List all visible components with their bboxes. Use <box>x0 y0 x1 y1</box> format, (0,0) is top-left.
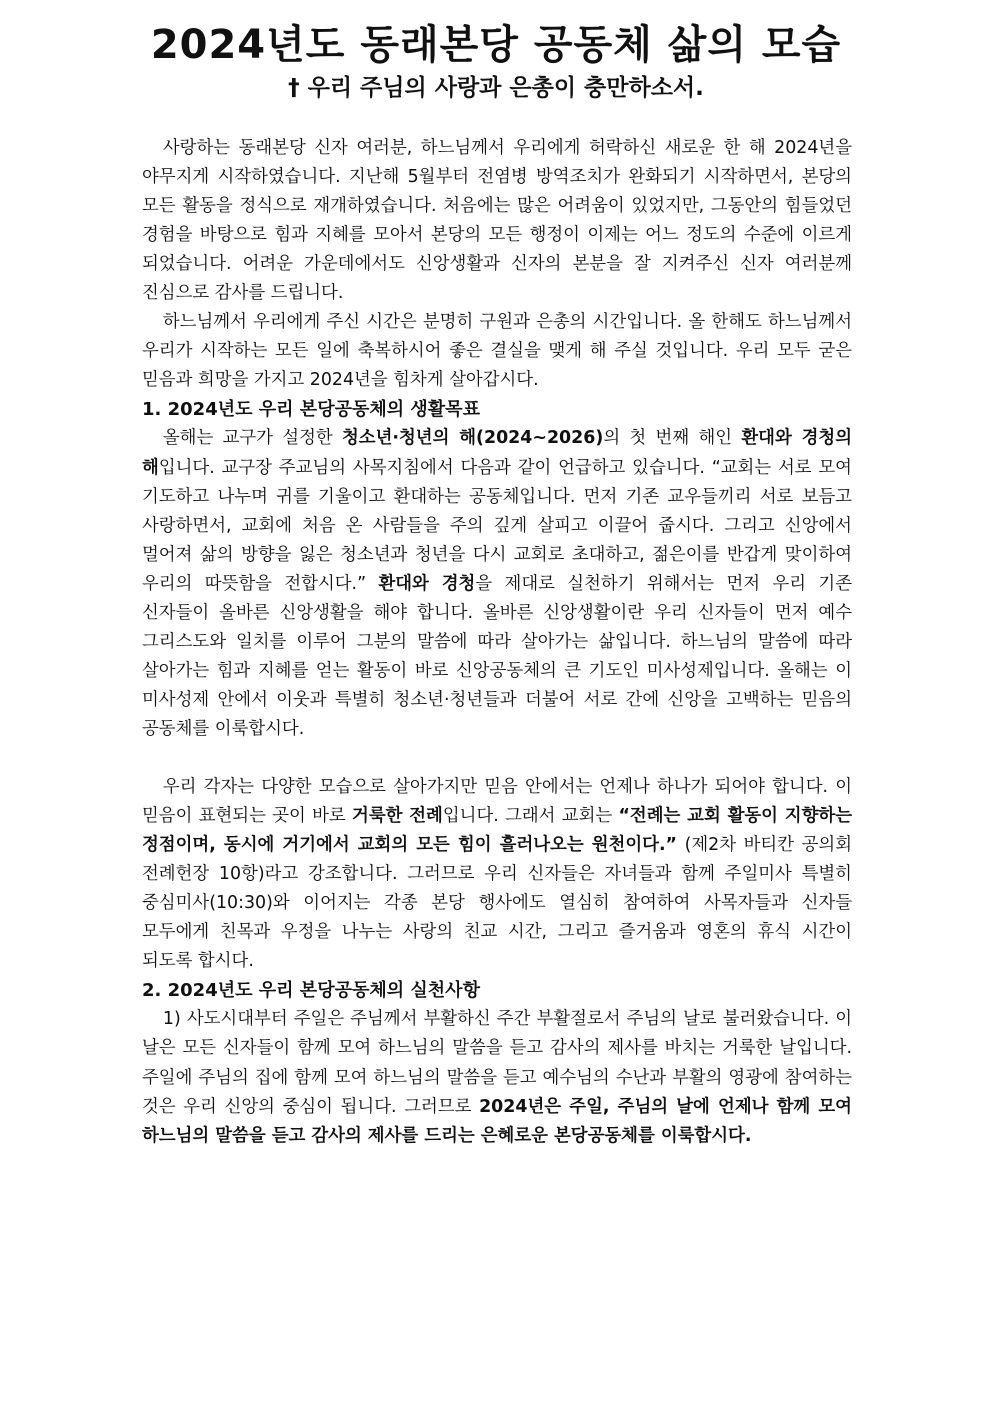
bold-phrase: 환대와 경청의 해 <box>142 428 852 478</box>
bold-phrase: “전례는 교회 활동이 지향하는 정점이며, 동시에 거기에서 교회의 모든 힘이 흘러나오는 원천이다.” <box>142 806 852 856</box>
section-1-paragraph-2 <box>142 773 852 976</box>
text-run: (제2차 바티칸 공의회 전례헌장 10항)라고 강조합니다. 그러므로 우리 신자들은 자녀들과 함께 주일미사 특별히 중심미사(10:30)와 이어지는 각종 본당 행사에도 열심히 참여하여 사목자들과 신자들 모두에게 친목과 우정을 나누는 사랑의 친교 시간, 그리고 즐거움과 영혼의 휴식 시간이 되도록 합시다. <box>142 835 852 972</box>
bold-phrase: 환대와 경청 <box>378 573 476 594</box>
bold-phrase: 2024년은 주일, 주님의 날에 언제나 함께 모여 하느님의 말씀을 듣고 감사의 제사를 드리는 은혜로운 본당공동체를 이룩합시다. <box>142 1096 852 1146</box>
section-2-paragraph-1 <box>142 1005 852 1150</box>
text-run: 입니다. 그래서 교회는 <box>442 806 619 827</box>
paragraph-spacer <box>142 744 852 773</box>
text-run: 우리 각자는 다양한 모습으로 살아가지만 믿음 안에서는 언제나 하나가 되어야 합니다. 이 믿음이 표현되는 곳이 바로 <box>142 777 852 827</box>
intro-paragraph-1: 사랑하는 동래본당 신자 여러분, 하느님께서 우리에게 허락하신 새로운 한 해 2024년을 야무지게 시작하였습니다. 지난해 5월부터 전염병 방역조치가 완화되기 시작하면서, 본당의 모든 활동을 정식으로 재개하였습니다. 처음에는 많은 어려움이 있었지만, 그동안의 힘들었던 경험을 바탕으로 힘과 지혜를 모아서 본당의 모든 행정이 이제는 어느 정도의 수준에 이르게 되었습니다. 어려운 가운데에서도 신앙생활과 신자의 본분을 잘 지켜주신 신자 여러분께 진심으로 감사를 드립니다. <box>142 138 852 304</box>
text-run: 을 제대로 실천하기 위해서는 먼저 우리 기존 신자들이 올바른 신앙생활을 해야 합니다. 올바른 신앙생활이란 우리 신자들이 먼저 예수 그리스도와 일치를 이루어 그분의 말씀에 따라 살아가는 삶입니다. 하느님의 말씀에 따라 살아가는 힘과 지혜를 얻는 활동이 바로 신앙공동체의 큰 기도인 미사성제입니다. 올해는 이 미사성제 안에서 이웃과 특별히 청소년·청년들과 더불어 서로 간에 신앙을 고백하는 믿음의 공동체를 이룩합시다. <box>142 573 852 739</box>
intro-paragraph-2: 하느님께서 우리에게 주신 시간은 분명히 구원과 은총의 시간입니다. 올 한해도 하느님께서 우리가 시작하는 모든 일에 축복하시어 좋은 결실을 맺게 해 주실 것입니다. 우리 모두 굳은 믿음과 희망을 가지고 2024년을 힘차게 살아갑시다. <box>142 312 852 391</box>
text-run: 의 첫 번째 해인 <box>603 428 742 449</box>
document-body <box>142 134 852 1151</box>
section-1-paragraph-1 <box>142 424 852 744</box>
section-2-heading: 2. 2024년도 우리 본당공동체의 실천사항 <box>142 980 480 1002</box>
text-run: 1) 사도시대부터 주일은 주님께서 부활하신 주간 부활절로서 주님의 날로 불러왔습니다. 이 날은 모든 신자들이 함께 모여 하느님의 말씀을 듣고 감사의 제사를 바치는 거룩한 날입니다. 주일에 주님의 집에 함께 모여 하느님의 말씀을 듣고 예수님의 수난과 부활의 영광에 참여하는 것은 우리 신앙의 중심이 됩니다. 그러므로 <box>142 1009 852 1117</box>
section-1-heading: 1. 2024년도 우리 본당공동체의 생활목표 <box>142 399 480 421</box>
text-run: 입니다. 교구장 주교님의 사목지침에서 다음과 같이 언급하고 있습니다. “교회는 서로 모여 기도하고 나누며 귀를 기울이고 환대하는 공동체입니다. 먼저 기존 교우들끼리 서로 보듬고 사랑하면서, 교회에 처음 온 사람들을 주의 깊게 살피고 이끌어 줍시다. 그리고 신앙에서 멀어져 삶의 방향을 잃은 청소년과 청년을 다시 교회로 초대하고, 젊은이를 반갑게 맞이하여 우리의 따뜻함을 전합시다.” <box>142 457 852 594</box>
bold-phrase: 거룩한 전례 <box>352 806 443 827</box>
page-subtitle: † 우리 주님의 사랑과 은총이 충만하소서. <box>288 75 704 101</box>
page-title: 2024년도 동래본당 공동체 삶의 모습 <box>150 22 842 68</box>
bold-phrase: 청소년·청년의 해(2024~2026) <box>342 428 604 449</box>
text-run: 올해는 교구가 설정한 <box>162 428 342 449</box>
